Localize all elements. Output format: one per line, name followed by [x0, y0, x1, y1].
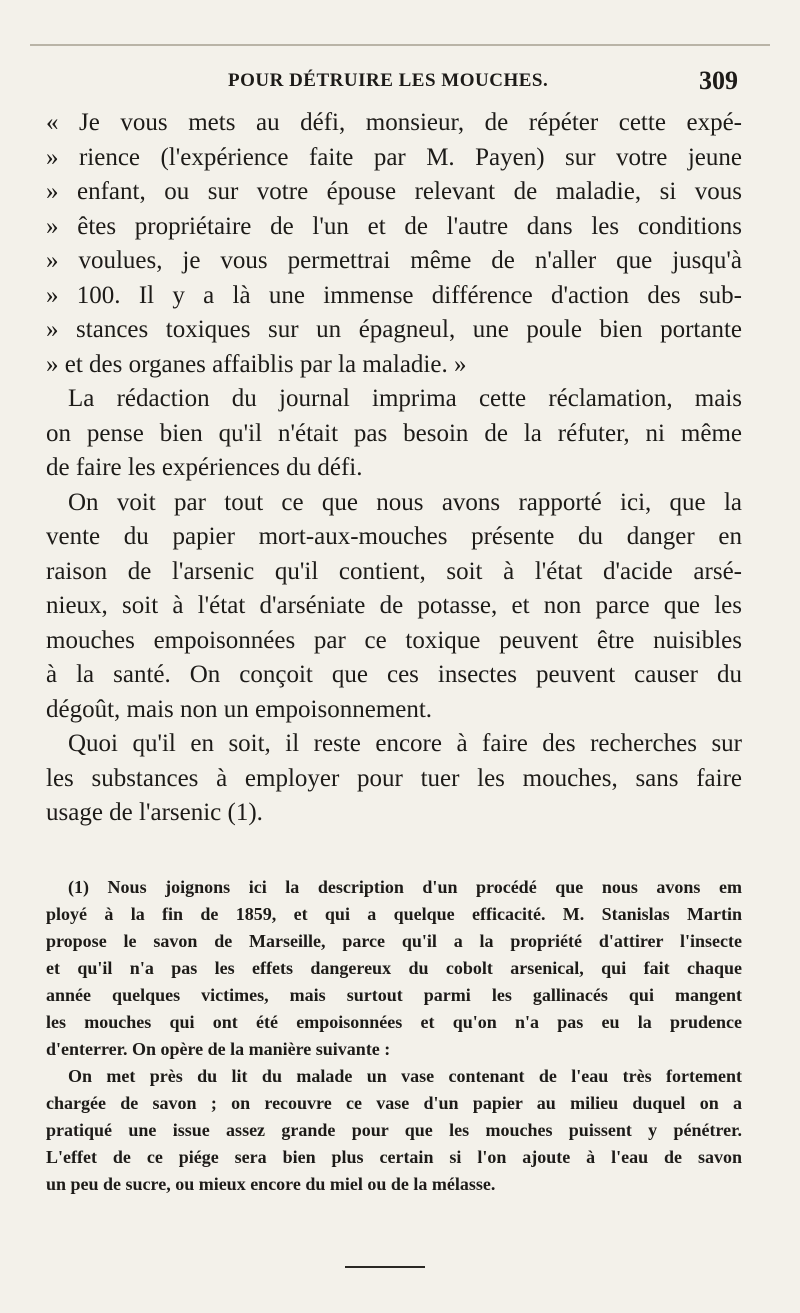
text-line: de faire les expériences du défi. — [46, 454, 363, 481]
text-line: » voulues, je vous permettrai même de n'aller que jusqu'à — [46, 247, 742, 274]
footnote-line: d'enterrer. On opère de la manière suivante : — [46, 1039, 391, 1059]
show-through-rule — [30, 44, 770, 46]
footnote-line: chargée de savon ; on recouvre ce vase d'un papier au milieu duquel on a — [46, 1093, 742, 1113]
text-line: à la santé. On conçoit que ces insectes peuvent causer du — [46, 661, 742, 688]
footnote-line: les mouches qui ont été empoisonnées et qu'on n'a pas eu la prudence — [46, 1012, 742, 1032]
main-text — [46, 106, 742, 831]
footnote-line: année quelques victimes, mais surtout parmi les gallinacés qui mangent — [46, 985, 742, 1005]
footnote-line: propose le savon de Marseille, parce qu'il a la propriété d'attirer l'insecte — [46, 931, 742, 951]
text-line: mouches empoisonnées par ce toxique peuvent être nuisibles — [46, 626, 742, 654]
text-line: On voit par tout ce que nous avons rapporté ici, que la — [68, 488, 742, 516]
footnote-line: pratiqué une issue assez grande pour que les mouches puissent y pénétrer. — [46, 1120, 742, 1140]
text-line: nieux, soit à l'état d'arséniate de potasse, et non parce que les — [46, 592, 742, 619]
page-number: 309 — [699, 66, 738, 95]
text-line: » enfant, ou sur votre épouse relevant de maladie, si vous — [46, 178, 742, 205]
footnote-line: et qu'il n'a pas les effets dangereux du cobolt arsenical, qui fait chaque — [46, 958, 742, 978]
text-line: » rience (l'expérience faite par M. Payen) sur votre jeune — [46, 143, 742, 171]
page-header — [28, 68, 738, 108]
text-line: » êtes propriétaire de l'un et de l'autre dans les conditions — [46, 212, 742, 240]
text-line: on pense bien qu'il n'était pas besoin de la réfuter, ni même — [46, 419, 742, 447]
text-line: La rédaction du journal imprima cette réclamation, mais — [68, 385, 742, 412]
bottom-rule — [345, 1266, 425, 1268]
text-line: les substances à employer pour tuer les mouches, sans faire — [46, 764, 742, 792]
text-line: dégoût, mais non un empoisonnement. — [46, 695, 433, 723]
text-line: » stances toxiques sur un épagneul, une poule bien portante — [46, 316, 742, 343]
text-line: » et des organes affaiblis par la maladie. » — [46, 350, 467, 378]
footnote-line: On met près du lit du malade un vase contenant de l'eau très fortement — [68, 1066, 742, 1086]
footnote-line: ployé à la fin de 1859, et qui a quelque efficacité. M. Stanislas Martin — [46, 904, 742, 924]
text-line: » 100. Il y a là une immense différence d'action des sub- — [46, 281, 742, 309]
text-line: « Je vous mets au défi, monsieur, de répéter cette expé- — [46, 109, 742, 136]
running-title: POUR DÉTRUIRE LES MOUCHES. — [228, 70, 549, 91]
text-line: raison de l'arsenic qu'il contient, soit à l'état d'acide arsé- — [46, 557, 742, 585]
text-line: vente du papier mort-aux-mouches présente du danger en — [46, 523, 742, 550]
footnote — [46, 874, 742, 1198]
footnote-line: L'effet de ce piége sera bien plus certain si l'on ajoute à l'eau de savon — [46, 1147, 742, 1167]
text-line: usage de l'arsenic (1). — [46, 799, 263, 826]
footnote-line: un peu de sucre, ou mieux encore du miel ou de la mélasse. — [46, 1174, 496, 1194]
text-line: Quoi qu'il en soit, il reste encore à faire des recherches sur — [68, 730, 742, 757]
footnote-line: (1) Nous joignons ici la description d'un procédé que nous avons em — [68, 877, 742, 897]
